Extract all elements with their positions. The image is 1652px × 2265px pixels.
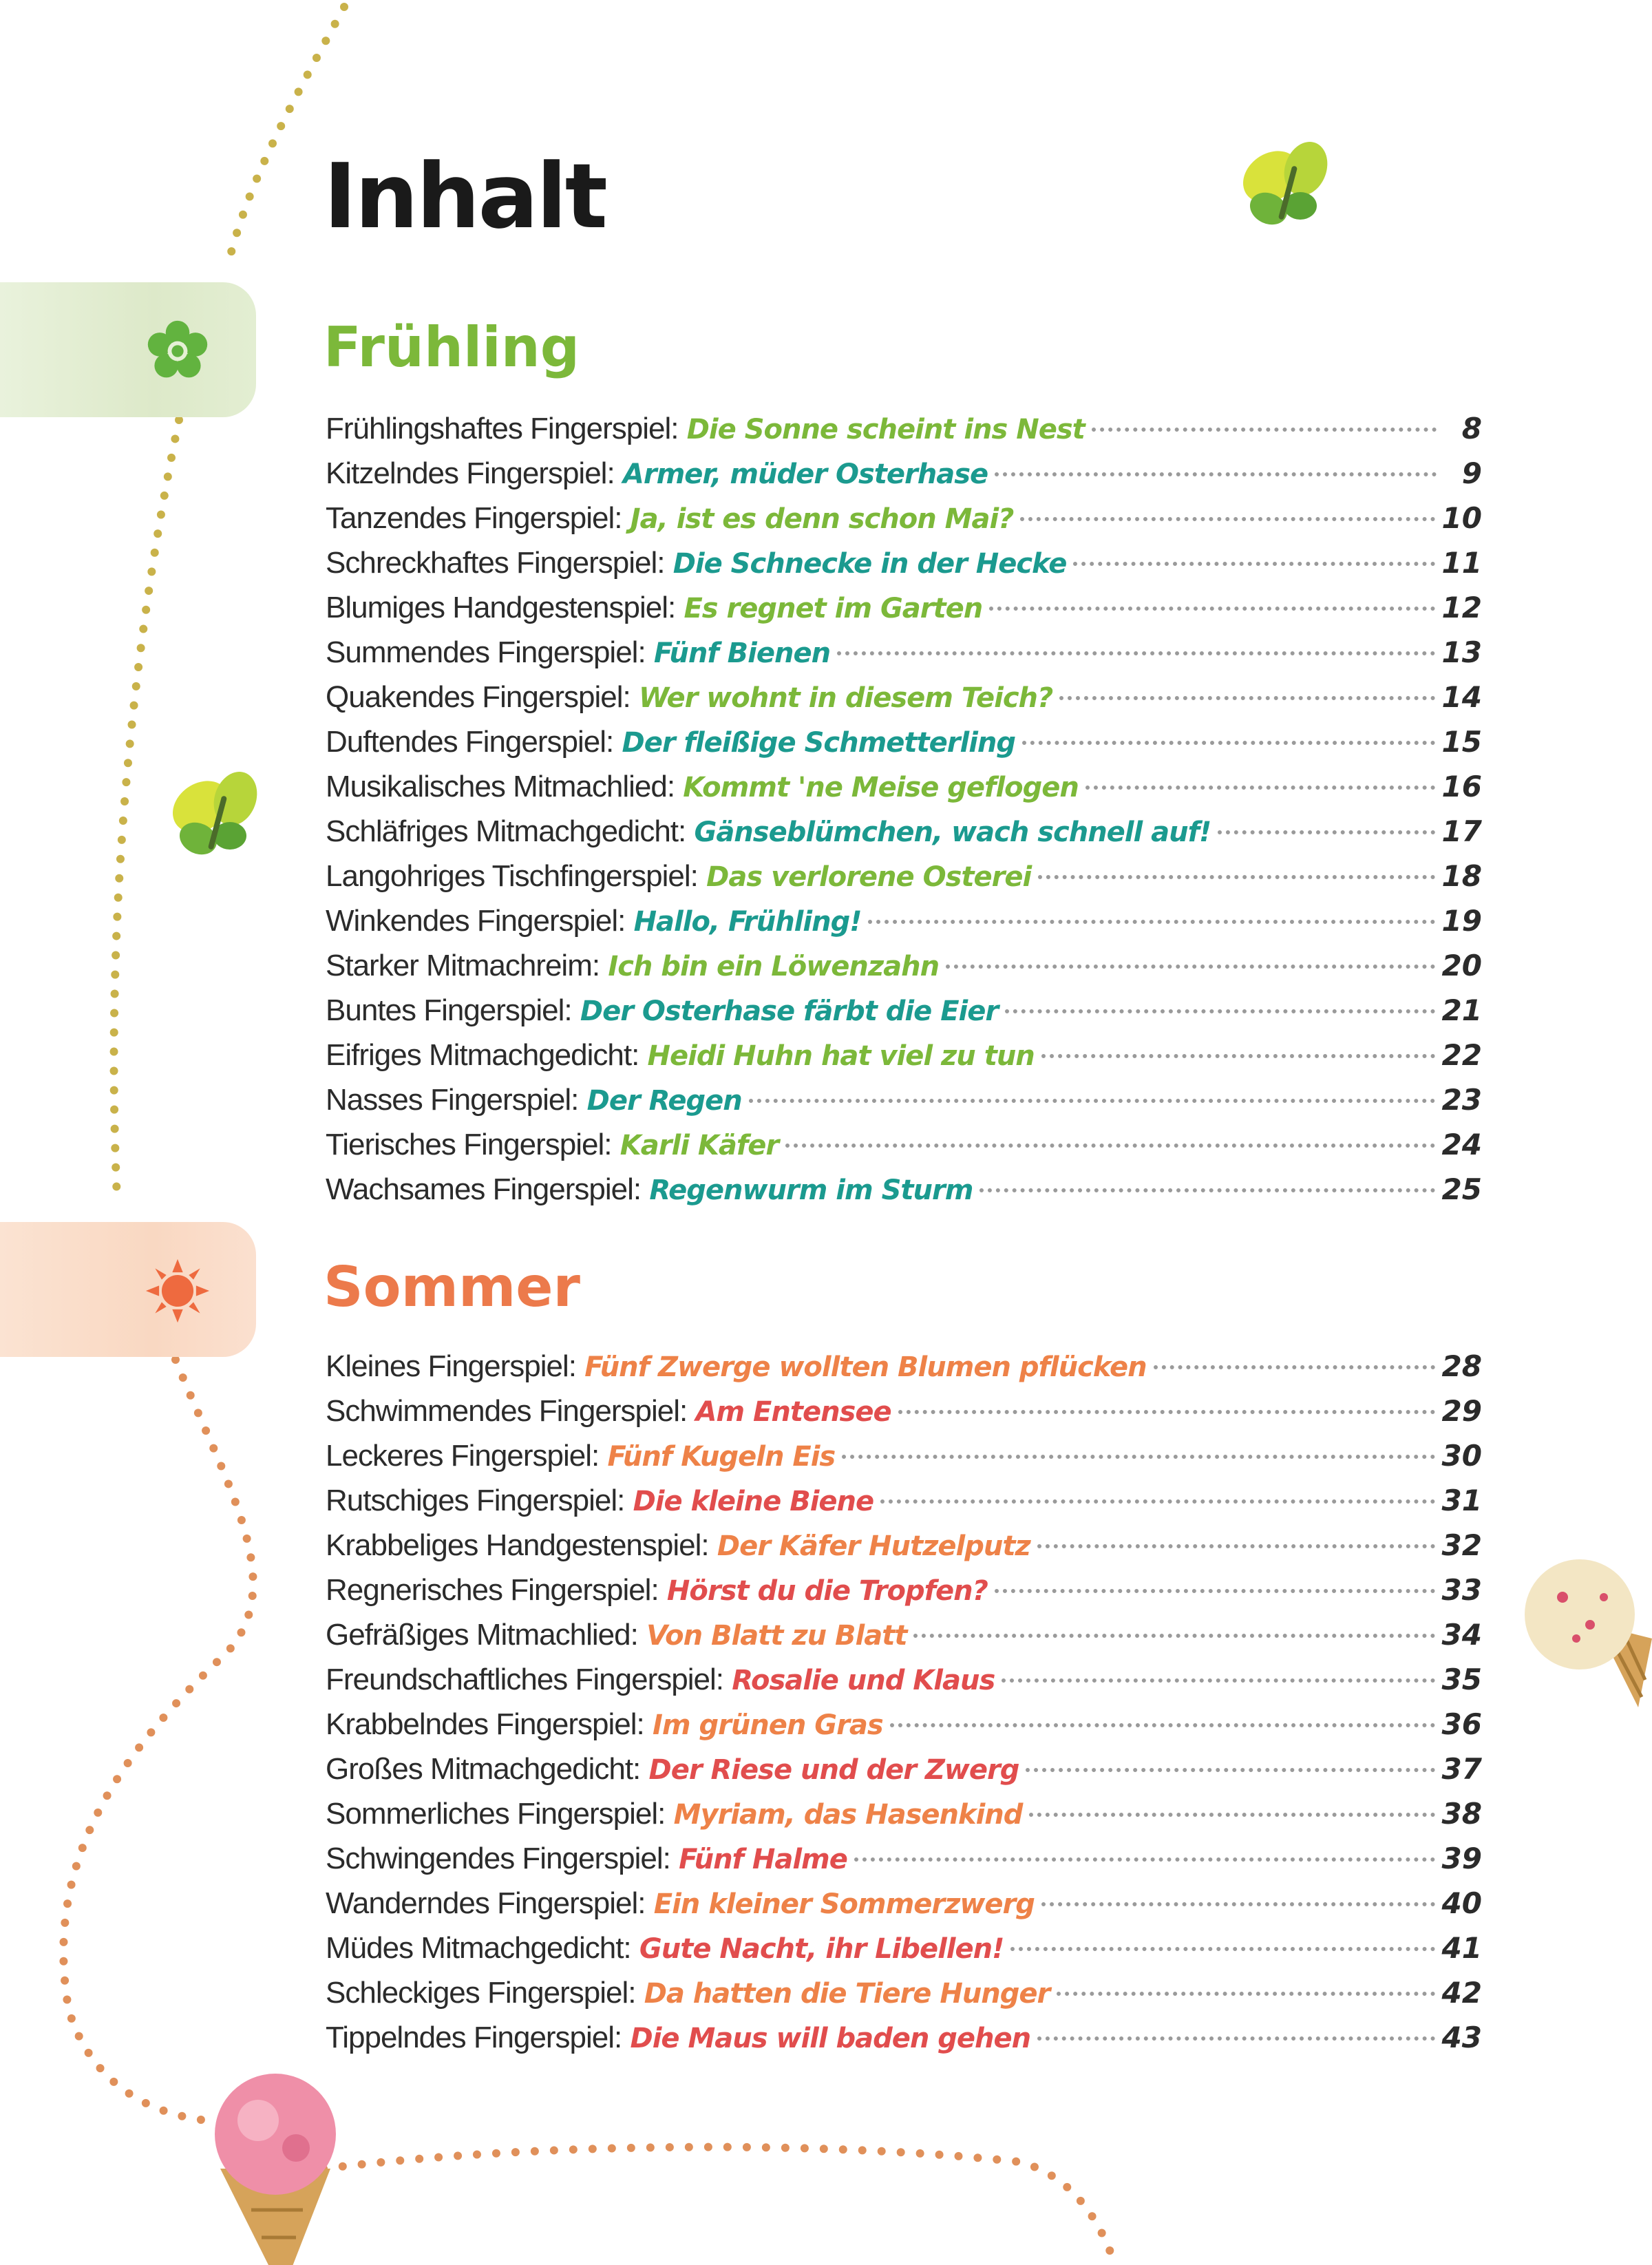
toc-entry[interactable] xyxy=(326,1836,1482,1881)
toc-entry-type: Regnerisches Fingerspiel: xyxy=(326,1573,659,1607)
toc-entry[interactable] xyxy=(326,451,1482,496)
flower-icon xyxy=(145,318,211,384)
toc-entry-type: Kleines Fingerspiel: xyxy=(326,1349,576,1383)
toc-entry-title: Heidi Huhn hat viel zu tun xyxy=(647,1040,1035,1072)
toc-entry-type: Langohriges Tischfingerspiel: xyxy=(326,859,698,893)
toc-entry[interactable] xyxy=(326,1344,1482,1389)
leader-dots xyxy=(1037,2036,1434,2041)
toc-entry[interactable] xyxy=(326,1702,1482,1747)
toc-entry-title: Gute Nacht, ihr Libellen! xyxy=(639,1933,1004,1965)
toc-page-number: 35 xyxy=(1441,1663,1482,1696)
toc-entry-title: Im grünen Gras xyxy=(652,1709,883,1741)
page-title: Inhalt xyxy=(324,144,606,249)
toc-page-number: 32 xyxy=(1441,1528,1482,1562)
toc-entry[interactable] xyxy=(326,1747,1482,1791)
toc-page-number: 42 xyxy=(1441,1976,1482,2010)
toc-entry-title: Gänseblümchen, wach schnell auf! xyxy=(694,817,1211,848)
toc-entry-type: Wanderndes Fingerspiel: xyxy=(326,1886,646,1920)
leader-dots xyxy=(989,607,1434,611)
sun-icon xyxy=(145,1258,211,1324)
toc-entry-title: Myriam, das Hasenkind xyxy=(673,1799,1023,1831)
toc-page-number: 24 xyxy=(1441,1128,1482,1161)
toc-entry-type: Rutschiges Fingerspiel: xyxy=(326,1484,625,1517)
leader-dots xyxy=(1020,517,1434,521)
leader-dots xyxy=(880,1499,1434,1504)
toc-entry-title: Armer, müder Osterhase xyxy=(622,459,988,490)
leader-dots xyxy=(1073,562,1434,566)
leader-dots xyxy=(1218,830,1434,834)
toc-entry-title: Kommt 'ne Meise geflogen xyxy=(683,772,1079,803)
toc-entry-title: Die Maus will baden gehen xyxy=(630,2023,1031,2054)
toc-entry[interactable] xyxy=(326,630,1482,675)
toc-page-number: 31 xyxy=(1441,1484,1482,1517)
toc-entry-type: Schläfriges Mitmachgedicht: xyxy=(326,814,686,848)
section-title-summer: Sommer xyxy=(324,1255,581,1319)
toc-entry-title: Rosalie und Klaus xyxy=(732,1665,995,1696)
toc-entry-type: Tippelndes Fingerspiel: xyxy=(326,2021,622,2054)
toc-entry-title: Der Käfer Hutzelputz xyxy=(717,1530,1030,1562)
toc-page-number: 11 xyxy=(1441,546,1482,580)
leader-dots xyxy=(842,1455,1434,1459)
toc-entry-type: Quakendes Fingerspiel: xyxy=(326,680,631,714)
toc-entry-title: Ich bin ein Löwenzahn xyxy=(608,951,940,982)
leader-dots xyxy=(1057,1992,1434,1996)
leader-dots xyxy=(1086,786,1435,790)
section-title-spring: Frühling xyxy=(324,315,580,379)
toc-entry[interactable] xyxy=(326,1612,1482,1657)
toc-entry-title: Es regnet im Garten xyxy=(684,593,983,624)
toc-entry-title: Der Riese und der Zwerg xyxy=(648,1754,1019,1786)
toc-entry-title: Der fleißige Schmetterling xyxy=(622,727,1016,759)
toc-entry[interactable] xyxy=(326,764,1482,809)
toc-page-number: 37 xyxy=(1441,1752,1482,1786)
toc-entry-type: Müdes Mitmachgedicht: xyxy=(326,1931,631,1965)
toc-page-number: 21 xyxy=(1441,993,1482,1027)
toc-page-number: 8 xyxy=(1461,412,1482,445)
leader-dots xyxy=(1092,428,1437,432)
toc-entry[interactable] xyxy=(326,1033,1482,1077)
toc-page-number: 14 xyxy=(1441,680,1482,714)
leader-dots xyxy=(1029,1813,1434,1817)
toc-entry-type: Starker Mitmachreim: xyxy=(326,949,600,982)
toc-entry-type: Eifriges Mitmachgedicht: xyxy=(326,1038,639,1072)
toc-entry[interactable] xyxy=(326,540,1482,585)
toc-entry-title: Hörst du die Tropfen? xyxy=(666,1575,988,1607)
toc-entry[interactable] xyxy=(326,1167,1482,1212)
toc-entry-type: Schwimmendes Fingerspiel: xyxy=(326,1394,688,1428)
leader-dots xyxy=(913,1634,1434,1638)
leader-dots xyxy=(1154,1365,1435,1369)
toc-entry[interactable] xyxy=(326,1433,1482,1478)
toc-entry-title: Fünf Bienen xyxy=(653,638,831,669)
toc-entry-title: Karli Käfer xyxy=(620,1130,779,1161)
ice-cream-icon xyxy=(1514,1549,1652,1714)
toc-page-number: 18 xyxy=(1441,859,1482,893)
toc-list-summer xyxy=(326,1344,1482,2060)
toc-entry-type: Tierisches Fingerspiel: xyxy=(326,1128,612,1161)
leader-dots xyxy=(898,1410,1435,1414)
toc-entry[interactable] xyxy=(326,809,1482,854)
toc-page-number: 33 xyxy=(1441,1573,1482,1607)
toc-entry-title: Hallo, Frühling! xyxy=(633,906,862,938)
toc-entry[interactable] xyxy=(326,675,1482,719)
leader-dots xyxy=(785,1144,1434,1148)
leader-dots xyxy=(1059,696,1434,700)
toc-entry[interactable] xyxy=(326,2015,1482,2060)
toc-entry-title: Ja, ist es denn schon Mai? xyxy=(630,503,1014,535)
toc-entry-type: Krabbelndes Fingerspiel: xyxy=(326,1707,644,1741)
toc-entry[interactable] xyxy=(326,1791,1482,1836)
toc-entry-title: Die kleine Biene xyxy=(633,1486,874,1517)
leader-dots xyxy=(1037,1544,1435,1548)
toc-entry-type: Gefräßiges Mitmachlied: xyxy=(326,1618,638,1652)
toc-entry[interactable] xyxy=(326,1970,1482,2015)
toc-entry[interactable] xyxy=(326,496,1482,540)
leader-dots xyxy=(995,1589,1435,1593)
toc-entry-type: Schwingendes Fingerspiel: xyxy=(326,1842,670,1875)
toc-entry-title: Fünf Kugeln Eis xyxy=(607,1441,836,1473)
toc-entry[interactable] xyxy=(326,1881,1482,1926)
toc-entry-title: Das verlorene Osterei xyxy=(706,861,1032,893)
toc-entry-type: Sommerliches Fingerspiel: xyxy=(326,1797,666,1831)
toc-entry[interactable] xyxy=(326,1657,1482,1702)
toc-page-number: 22 xyxy=(1441,1038,1482,1072)
toc-entry[interactable] xyxy=(326,898,1482,943)
leader-dots xyxy=(1022,741,1435,745)
toc-entry-type: Schreckhaftes Fingerspiel: xyxy=(326,546,665,580)
toc-entry[interactable] xyxy=(326,1523,1482,1568)
toc-entry-type: Buntes Fingerspiel: xyxy=(326,993,572,1027)
toc-page-number: 13 xyxy=(1441,635,1482,669)
toc-entry-type: Kitzelndes Fingerspiel: xyxy=(326,456,615,490)
toc-page-number: 29 xyxy=(1441,1394,1482,1428)
leader-dots xyxy=(890,1723,1435,1727)
toc-entry[interactable] xyxy=(326,719,1482,764)
toc-entry[interactable] xyxy=(326,854,1482,898)
leader-dots xyxy=(1026,1768,1434,1772)
toc-entry-type: Tanzendes Fingerspiel: xyxy=(326,501,622,535)
toc-entry-type: Leckeres Fingerspiel: xyxy=(326,1439,600,1473)
toc-entry-type: Großes Mitmachgedicht: xyxy=(326,1752,641,1786)
toc-entry-title: Wer wohnt in diesem Teich? xyxy=(638,682,1053,714)
toc-entry-type: Schleckiges Fingerspiel: xyxy=(326,1976,636,2010)
leader-dots xyxy=(1038,875,1434,879)
toc-entry-title: Von Blatt zu Blatt xyxy=(646,1620,907,1652)
toc-page-number: 39 xyxy=(1441,1842,1482,1875)
toc-entry-type: Duftendes Fingerspiel: xyxy=(326,725,614,759)
butterfly-icon xyxy=(158,764,268,867)
toc-entry[interactable] xyxy=(326,406,1482,451)
toc-entry-type: Musikalisches Mitmachlied: xyxy=(326,770,675,803)
toc-page-number: 23 xyxy=(1441,1083,1482,1117)
toc-entry-title: Die Sonne scheint ins Nest xyxy=(686,414,1085,445)
toc-entry-title: Fünf Halme xyxy=(679,1844,847,1875)
toc-page-number: 25 xyxy=(1441,1172,1482,1206)
toc-entry-title: Regenwurm im Sturm xyxy=(649,1174,973,1206)
leader-dots xyxy=(868,920,1434,924)
toc-entry-type: Nasses Fingerspiel: xyxy=(326,1083,579,1117)
toc-entry[interactable] xyxy=(326,988,1482,1033)
toc-entry[interactable] xyxy=(326,1478,1482,1523)
toc-entry-type: Winkendes Fingerspiel: xyxy=(326,904,626,938)
toc-page-number: 30 xyxy=(1441,1439,1482,1473)
toc-entry-title: Der Regen xyxy=(586,1085,742,1117)
section-tab-spring xyxy=(0,282,256,417)
toc-entry[interactable] xyxy=(326,585,1482,630)
toc-page-number: 12 xyxy=(1441,591,1482,624)
leader-dots xyxy=(1002,1678,1434,1683)
toc-page-number: 41 xyxy=(1441,1931,1482,1965)
leader-dots xyxy=(749,1099,1435,1103)
toc-entry-title: Ein kleiner Sommerzwerg xyxy=(653,1888,1035,1920)
toc-page-number: 38 xyxy=(1441,1797,1482,1831)
toc-entry-type: Krabbeliges Handgestenspiel: xyxy=(326,1528,709,1562)
leader-dots xyxy=(946,965,1434,969)
butterfly-icon xyxy=(1229,134,1339,238)
toc-page-number: 36 xyxy=(1441,1707,1482,1741)
ice-cream-icon xyxy=(200,2065,351,2265)
toc-entry-title: Fünf Zwerge wollten Blumen pflücken xyxy=(584,1351,1147,1383)
toc-page-number: 10 xyxy=(1441,501,1482,535)
leader-dots xyxy=(1005,1009,1434,1013)
toc-entry-title: Der Osterhase färbt die Eier xyxy=(580,995,999,1027)
toc-page-number: 43 xyxy=(1441,2021,1482,2054)
leader-dots xyxy=(1041,1054,1435,1058)
toc-entry-title: Am Entensee xyxy=(695,1396,891,1428)
toc-entry-type: Summendes Fingerspiel: xyxy=(326,635,646,669)
toc-page-number: 19 xyxy=(1441,904,1482,938)
leader-dots xyxy=(837,651,1434,655)
toc-entry-type: Frühlingshaftes Fingerspiel: xyxy=(326,412,679,445)
toc-page-number: 20 xyxy=(1441,949,1482,982)
toc-entry-title: Die Schnecke in der Hecke xyxy=(673,548,1067,580)
toc-entry[interactable] xyxy=(326,943,1482,988)
leader-dots xyxy=(854,1857,1435,1862)
toc-list-spring xyxy=(326,406,1482,1212)
toc-page-number: 9 xyxy=(1461,456,1482,490)
toc-entry[interactable] xyxy=(326,1077,1482,1122)
leader-dots xyxy=(1041,1902,1435,1906)
toc-entry[interactable] xyxy=(326,1122,1482,1167)
leader-dots xyxy=(1010,1947,1434,1951)
leader-dots xyxy=(995,472,1437,476)
leader-dots xyxy=(979,1188,1434,1192)
toc-page-number: 17 xyxy=(1441,814,1482,848)
toc-entry-title: Da hatten die Tiere Hunger xyxy=(644,1978,1050,2010)
section-tab-summer xyxy=(0,1222,256,1357)
toc-entry[interactable] xyxy=(326,1568,1482,1612)
toc-page-number: 34 xyxy=(1441,1618,1482,1652)
toc-page-number: 16 xyxy=(1441,770,1482,803)
toc-entry[interactable] xyxy=(326,1926,1482,1970)
toc-entry-type: Freundschaftliches Fingerspiel: xyxy=(326,1663,723,1696)
toc-entry[interactable] xyxy=(326,1389,1482,1433)
toc-page-number: 28 xyxy=(1441,1349,1482,1383)
toc-page-number: 15 xyxy=(1441,725,1482,759)
toc-entry-type: Blumiges Handgestenspiel: xyxy=(326,591,676,624)
toc-page-number: 40 xyxy=(1441,1886,1482,1920)
toc-entry-type: Wachsames Fingerspiel: xyxy=(326,1172,642,1206)
